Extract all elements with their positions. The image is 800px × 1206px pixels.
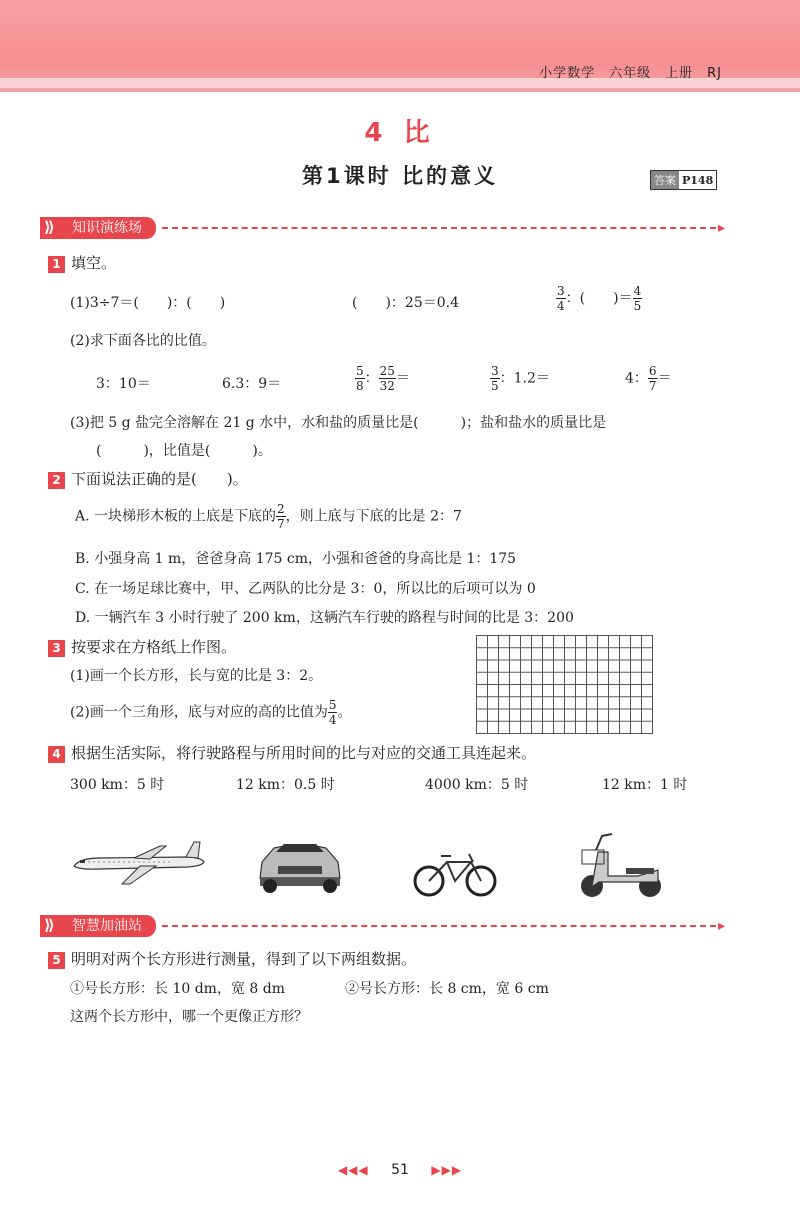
q5-number: 5 — [48, 952, 65, 969]
graph-paper-grid[interactable] — [476, 635, 653, 734]
q2-stem: 2 下面说法正确的是( )。 — [48, 468, 248, 489]
answer-label: 答案 — [651, 171, 679, 189]
q1-p2-d: $\frac{3}{5}$ ：1.2＝ — [491, 364, 550, 393]
q5-stem: 5 明明对两个长方形进行测量，得到了以下两组数据。 — [48, 948, 416, 969]
right-arrows-icon: ▶▶▶ — [431, 1163, 463, 1177]
q4-ratio-4: 12 km：1 时 — [602, 777, 688, 793]
arrow-icon: ▸ — [717, 220, 725, 236]
car-icon — [254, 838, 346, 896]
section-challenge-header — [40, 914, 725, 938]
section-practice-header — [40, 216, 725, 240]
left-arrows-icon: ◀◀◀ — [337, 1163, 369, 1177]
q1-p1-a: (1)3÷7＝( )：( ) — [70, 295, 226, 311]
q3-p1: (1)画一个长方形，长与宽的比是 3：2。 — [70, 668, 323, 684]
answer-page: P148 — [682, 173, 714, 187]
book-info — [525, 62, 722, 81]
lesson-title: 第1课时 比的意义 — [302, 164, 498, 188]
volume-label: 上册 — [665, 66, 694, 81]
bicycle-icon — [413, 848, 497, 898]
q4-ratio-1: 300 km：5 时 — [70, 777, 165, 793]
q4-ratio-3: 4000 km：5 时 — [425, 777, 529, 793]
answer-reference — [650, 170, 717, 190]
section-challenge-label: 智慧加油站 — [72, 918, 142, 934]
arrow-icon: ▸ — [717, 918, 725, 934]
q2-number: 2 — [48, 472, 65, 489]
q4-number: 4 — [48, 746, 65, 763]
q1-p2-label: (2)求下面各比的比值。 — [70, 333, 216, 349]
q1-p2-c: $\frac{5}{8}$ ： $\frac{25}{32}$ ＝ — [356, 364, 410, 393]
q1-p3-line2: ( )，比值是( )。 — [96, 443, 272, 459]
q3-stem: 3 按要求在方格纸上作图。 — [48, 636, 236, 657]
subject-label: 小学数学 — [539, 66, 596, 81]
section-practice-label: 知识演练场 — [72, 220, 142, 236]
q3-number: 3 — [48, 640, 65, 657]
q4-stem: 4 根据生活实际，将行驶路程与所用时间的比与对应的交通工具连起来。 — [48, 742, 536, 763]
q1-p2-a: 3：10＝ — [96, 376, 151, 392]
q1-p2-b: 6.3：9＝ — [222, 376, 282, 392]
q1-number: 1 — [48, 256, 65, 273]
q1-p1-c: $\frac{3}{4}$ ：( )＝ $\frac{4}{5}$ — [557, 284, 642, 313]
q1-p2-e: 4： $\frac{6}{7}$ ＝ — [625, 364, 672, 393]
chapter-title: 4 比 — [364, 118, 436, 148]
edition-label: RJ — [707, 66, 722, 81]
q2-option-b: B. 小强身高 1 m，爸爸身高 175 cm，小强和爸爸的身高比是 1：175 — [75, 551, 517, 567]
section-icon: ⟫ — [44, 218, 55, 236]
q4-ratio-2: 12 km：0.5 时 — [236, 777, 335, 793]
scooter-icon — [578, 830, 666, 900]
grade-label: 六年级 — [609, 66, 652, 81]
q1-p1-b: ( )：25＝0.4 — [352, 295, 460, 311]
q5-rect-2: ②号长方形：长 8 cm，宽 6 cm — [345, 981, 549, 997]
q1-stem: 1 填空。 — [48, 252, 116, 273]
q5-rect-1: ①号长方形：长 10 dm，宽 8 dm — [70, 981, 285, 997]
q2-option-a: A. 一块梯形木板的上底是下底的 $\frac{2}{7}$ ，则上底与下底的比是 2：7 — [75, 502, 462, 531]
q2-option-c: C. 在一场足球比赛中，甲、乙两队的比分是 3：0，所以比的后项可以为 0 — [75, 581, 536, 597]
q2-option-d: D. 一辆汽车 3 小时行驶了 200 km，这辆汽车行驶的路程与时间的比是 3：200 — [75, 610, 574, 626]
q1-p3-line1: (3)把 5 g 盐完全溶解在 21 g 水中，水和盐的质量比是( )；盐和盐水的质量比是 — [70, 415, 607, 431]
page-number: ◀◀◀ 51 ▶▶▶ — [337, 1162, 463, 1178]
q5-question: 这两个长方形中，哪一个更像正方形？ — [70, 1009, 308, 1025]
airplane-icon — [70, 838, 208, 888]
section-icon: ⟫ — [44, 916, 55, 934]
q3-p2: (2)画一个三角形，底与对应的高的比值为 $\frac{5}{4}$ 。 — [70, 698, 352, 727]
